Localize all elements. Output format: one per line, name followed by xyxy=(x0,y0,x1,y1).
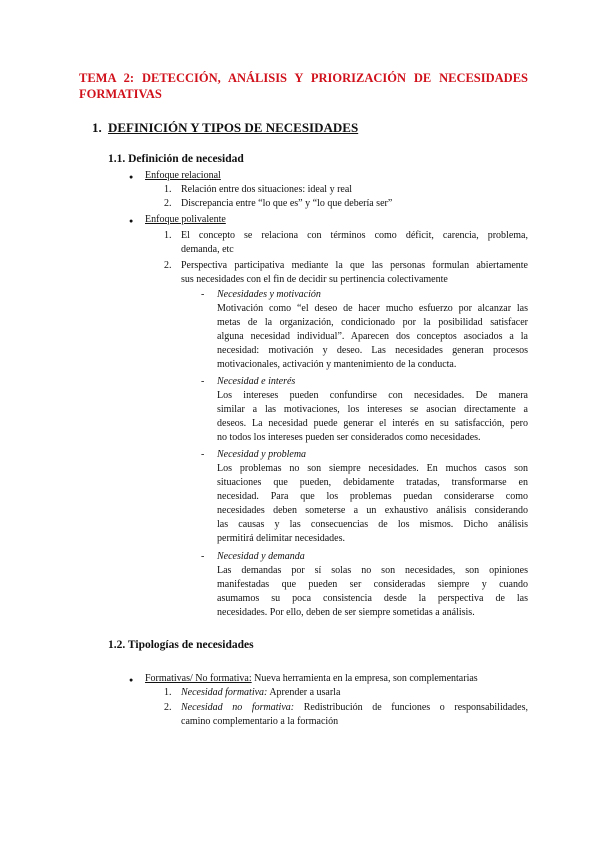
list-item-line xyxy=(181,701,528,715)
section-title: DEFINICIÓN Y TIPOS DE NECESIDADES xyxy=(108,120,359,135)
item-label: Necesidad no formativa: xyxy=(181,702,295,713)
list-item-line: El concepto se relaciona con términos como déficit, carencia, problema, xyxy=(181,230,528,241)
dash-item-body xyxy=(217,389,528,445)
list-number: 1. xyxy=(164,687,172,698)
body-line: necesidades deben someterse a un exhaustivo análisis considerando xyxy=(217,505,528,516)
dash-marker: - xyxy=(201,449,205,460)
body-line: situaciones que pueden, debidamente tratadas, transformarse en xyxy=(217,477,528,488)
list-number: 1. xyxy=(164,184,172,195)
dash-item-title: Necesidad e interés xyxy=(217,376,296,387)
list-item-line: camino complementario a la formación xyxy=(181,716,339,727)
doc-title-line2: FORMATIVAS xyxy=(79,87,162,101)
dash-marker: - xyxy=(201,376,205,387)
list-item xyxy=(181,686,340,700)
body-line: permitirá delimitar necesidades. xyxy=(217,533,346,544)
formativas-line xyxy=(145,672,478,686)
body-line: necesidad: motivación y deseo. Las necesidades generan procesos xyxy=(217,345,528,356)
body-line: las causas y las consecuencias de los mismos. Dicho análisis xyxy=(217,519,528,530)
body-line: Motivación como “el deseo de hacer mucho esfuerzo por alcanzar las xyxy=(217,303,528,314)
list-number: 2. xyxy=(164,260,172,271)
bullet-icon: ● xyxy=(129,676,134,684)
formativas-text: Nueva herramienta en la empresa, son complementarias xyxy=(251,673,478,684)
body-line: necesidades. Por ello, deben de ser siempre sometidas a análisis. xyxy=(217,607,475,618)
dash-item-body xyxy=(217,302,528,372)
dash-item-body xyxy=(217,564,528,620)
formativas-label: Formativas/ No formativa: xyxy=(145,673,252,684)
list-item: Relación entre dos situaciones: ideal y real xyxy=(181,184,353,195)
section-number: 1. xyxy=(92,120,102,135)
enfoque-relacional-label: Enfoque relacional xyxy=(145,170,221,181)
subsection-heading-1-2: 1.2. Tipologías de necesidades xyxy=(108,639,254,651)
body-line: asumamos su poca consistencia desde la perspectiva de las xyxy=(217,593,528,604)
body-line: similar a las motivaciones, los intereses se asocian directamente a xyxy=(217,404,528,415)
body-line: motivacionales, activación y mantenimiento de la conducta. xyxy=(217,359,457,370)
list-number: 1. xyxy=(164,230,172,241)
body-line: no todos los intereses pueden ser considerados como necesidades. xyxy=(217,432,481,443)
item-text: Aprender a usarla xyxy=(267,687,341,698)
list-item-line: Perspectiva participativa mediante la que las personas formulan abiertamente xyxy=(181,260,528,271)
item-text: Redistribución de funciones o responsabilidades, xyxy=(294,702,528,713)
dash-item-title: Necesidad y problema xyxy=(217,449,307,460)
body-line: deseos. La necesidad puede generar el interés en su satisfacción, pero xyxy=(217,418,528,429)
item-label: Necesidad formativa: xyxy=(181,687,268,698)
dash-marker: - xyxy=(201,551,205,562)
dash-item-body xyxy=(217,462,528,546)
bullet-icon: ● xyxy=(129,217,134,225)
body-line: Los intereses pueden confundirse con necesidades. De manera xyxy=(217,390,528,401)
list-item-line: demanda, etc xyxy=(181,244,234,255)
list-number: 2. xyxy=(164,198,172,209)
body-line: Los problemas no son siempre necesidades. En muchos casos son xyxy=(217,463,528,474)
list-item-line: sus necesidades con el fin de decidir su pertinencia colectivamente xyxy=(181,274,448,285)
dash-item-title: Necesidad y demanda xyxy=(217,551,305,562)
body-line: manifestadas que pueden ser consideradas siempre y cuando xyxy=(217,579,528,590)
dash-marker: - xyxy=(201,289,205,300)
body-line: alguna necesidad individual”. Aparecen dos conceptos asociados a la xyxy=(217,331,528,342)
body-line: metas de la organización, condicionado por la posibilidad satisfacer xyxy=(217,317,528,328)
bullet-icon: ● xyxy=(129,173,134,181)
section-heading xyxy=(92,120,358,136)
dash-item-title: Necesidades y motivación xyxy=(217,289,321,300)
enfoque-polivalente-label: Enfoque polivalente xyxy=(145,214,226,225)
subsection-heading-1-1: 1.1. Definición de necesidad xyxy=(108,153,244,165)
list-number: 2. xyxy=(164,702,172,713)
body-line: Las demandas por sí solas no son necesidades, son opiniones xyxy=(217,565,528,576)
list-item: Discrepancia entre “lo que es” y “lo que debería ser” xyxy=(181,198,393,209)
body-line: necesidad. Para que los problemas puedan considerarse como xyxy=(217,491,528,502)
doc-title-line1: TEMA 2: DETECCIÓN, ANÁLISIS Y PRIORIZACIÓN DE NECESIDADES xyxy=(79,71,528,85)
